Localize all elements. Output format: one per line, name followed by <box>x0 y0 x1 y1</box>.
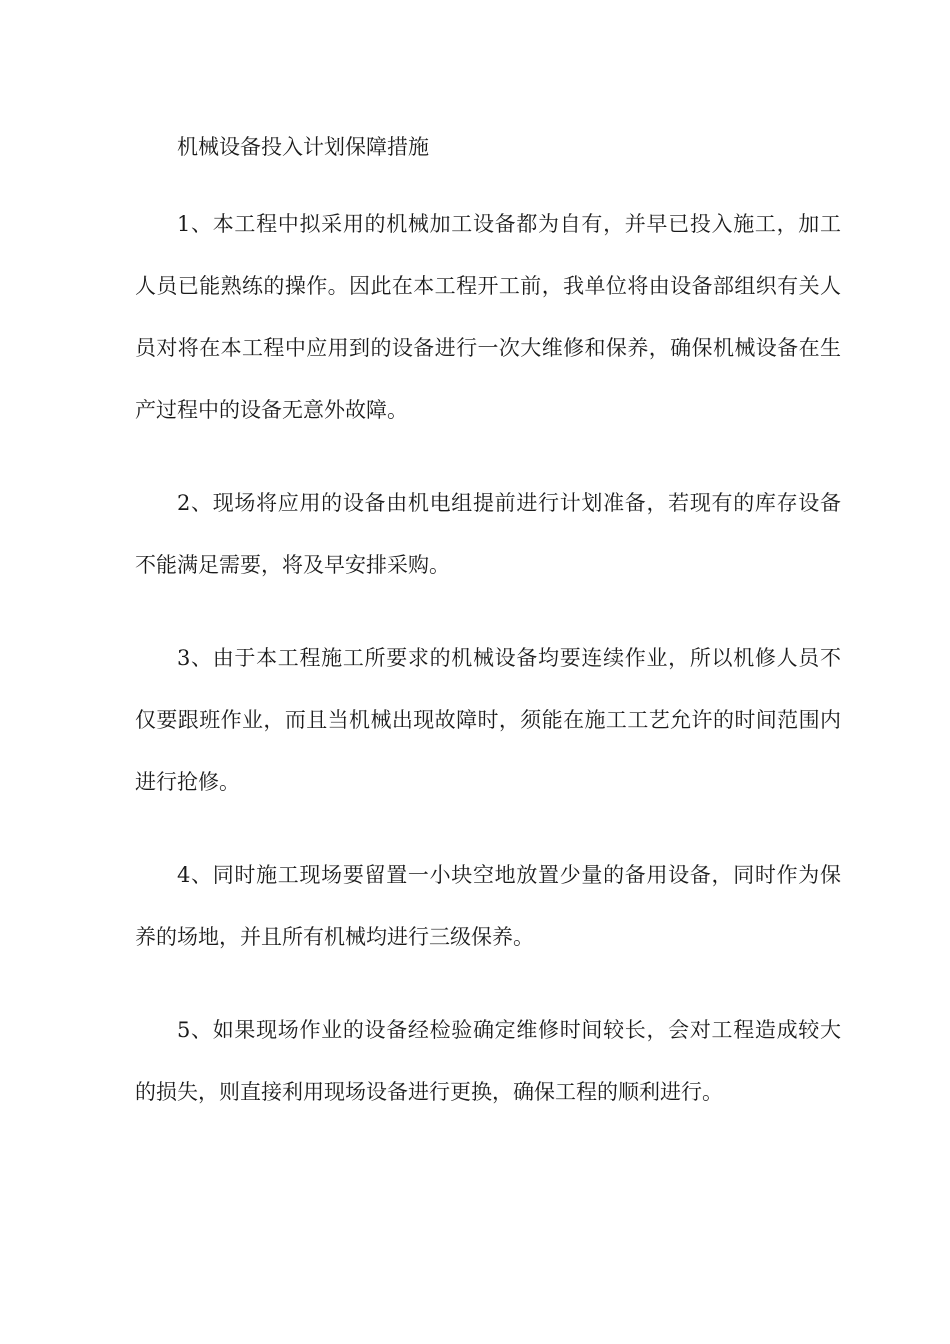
paragraph-5: 5、如果现场作业的设备经检验确定维修时间较长，会对工程造成较大的损失，则直接利用现场设备进行更换，确保工程的顺利进行。 <box>135 1018 841 1104</box>
paragraph-2: 2、现场将应用的设备由机电组提前进行计划准备，若现有的库存设备不能满足需要，将及早安排采购。 <box>135 491 841 577</box>
paragraph-4: 4、同时施工现场要留置一小块空地放置少量的备用设备，同时作为保养的场地，并且所有机械均进行三级保养。 <box>135 863 841 949</box>
paragraph-3: 3、由于本工程施工所要求的机械设备均要连续作业，所以机修人员不仅要跟班作业，而且当机械出现故障时，须能在施工工艺允许的时间范围内进行抢修。 <box>135 646 841 794</box>
paragraph-1: 1、本工程中拟采用的机械加工设备都为自有，并早已投入施工，加工人员已能熟练的操作。因此在本工程开工前，我单位将由设备部组织有关人员对将在本工程中应用到的设备进行一次大维修和保养，确保机械设备在生产过程中的设备无意外故障。 <box>135 212 841 422</box>
document-title: 机械设备投入计划保障措施 <box>177 135 429 159</box>
document-body <box>135 122 841 1123</box>
